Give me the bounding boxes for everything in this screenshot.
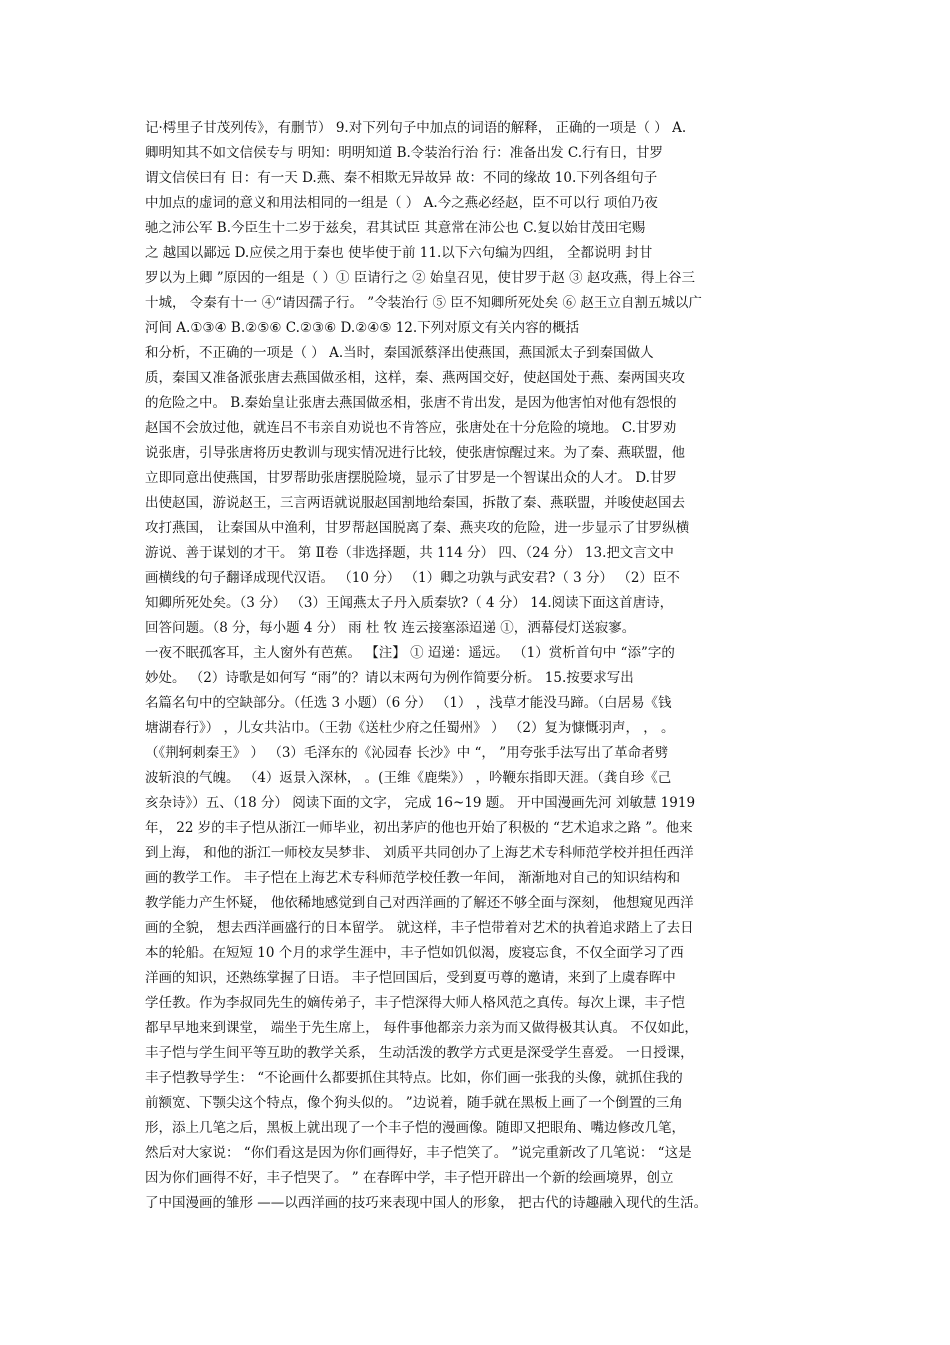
- text-line: 卿明知其不如文信侯专与 明知：明明知道 B.令装治行治 行：准备出发 C.行有日，甘罗: [145, 145, 664, 161]
- text-line: 质，秦国又准备派张唐去燕国做丞相，这样，秦、燕两国交好，使赵国处于燕、秦两国夹攻: [145, 370, 685, 386]
- text-line: 画的教学工作。 丰子恺在上海艺术专科师范学校任教一年间， 渐渐地对自己的知识结构和: [145, 870, 681, 886]
- text-line: 和分析，不正确的一项是（ ） A.当时，秦国派蔡泽出使燕国，燕国派太子到秦国做人: [145, 345, 654, 361]
- text-line: 画的全貌， 想去西洋画盛行的日本留学。 就这样，丰子恺带着对艺术的执着追求踏上了去日: [145, 920, 694, 936]
- text-line: 然后对大家说： “你们看这是因为你们画得好，丰子恺笑了。 ”说完重新改了几笔说： “这是: [145, 1145, 692, 1161]
- text-line: 丰子恺与学生间平等互助的教学关系， 生动活泼的教学方式更是深受学生喜爱。 一日授课，: [145, 1045, 694, 1061]
- text-line: 的危险之中。 B.秦始皇让张唐去燕国做丞相，张唐不肯出发，是因为他害怕对他有怨恨的: [145, 395, 677, 411]
- text-line: 说张唐，引导张唐将历史教训与现实情况进行比较，使张唐惊醒过来。为了秦、燕联盟，他: [145, 445, 685, 461]
- text-line: 波斩浪的气魄。 （4）返景入深林， 。(王维《鹿柴》） ，吟鞭东指即天涯。（龚自珍《己: [145, 770, 672, 786]
- text-line: （《荆轲刺秦王》 ） （3）毛泽东的《沁园春 长沙》中 “， ”用夸张手法写出了革命者劈: [145, 745, 669, 761]
- text-line: 游说、善于谋划的才干。 第 Ⅱ卷（非选择题，共 114 分） 四、（24 分） 13.把文言文中: [145, 545, 674, 561]
- text-line: 立即同意出使燕国，甘罗帮助张唐摆脱险境，显示了甘罗是一个智谋出众的人才。 D.甘罗: [145, 470, 677, 486]
- text-line: 到上海， 和他的浙江一师校友吴梦非、 刘质平共同创办了上海艺术专科师范学校并担任西洋: [145, 845, 694, 861]
- text-line: 本的轮船。在短短 10 个月的求学生涯中，丰子恺如饥似渴，废寝忘食，不仅全面学习了西: [145, 945, 684, 961]
- text-line: 名篇名句中的空缺部分。（任选 3 小题）（6 分） （1） ，浅草才能没马蹄。（白居易《钱: [145, 695, 672, 711]
- text-line: 中加点的虚词的意义和用法相同的一组是（ ） A.今之燕必经赵，臣不可以行 项伯乃夜: [145, 195, 658, 211]
- text-line: 攻打燕国， 让秦国从中渔利，甘罗帮赵国脱离了秦、燕夹攻的危险，进一步显示了甘罗纵横: [145, 520, 690, 536]
- text-line: 亥杂诗》）五、（18 分） 阅读下面的文字， 完成 16~19 题。 开中国漫画先河 刘敏慧 1919: [145, 795, 696, 811]
- text-line: 一夜不眠孤客耳，主人窗外有芭蕉。 【注】 ① 迢递：遥远。 （1）赏析首句中 “添”字的: [145, 645, 675, 661]
- text-line: 因为你们画得不好，丰子恺哭了。 ” 在春晖中学，丰子恺开辟出一个新的绘画境界，创立: [145, 1170, 674, 1186]
- text-line: 驰之沛公军 B.今臣生十二岁于兹矣，君其试臣 其意常在沛公也 C.复以始甘茂田宅赐: [145, 220, 646, 236]
- text-line: 年， 22 岁的丰子恺从浙江一师毕业，初出茅庐的他也开始了积极的 “艺术追求之路 ”。他来: [145, 820, 693, 836]
- text-line: 之 越国以鄙远 D.应侯之用于秦也 使毕使于前 11.以下六句编为四组， 全都说明 封甘: [145, 245, 653, 261]
- text-line: 塘湖春行》） ，儿女共沾巾。（王勃《送杜少府之任蜀州》 ） （2）复为慷慨羽声， ， 。: [145, 720, 675, 736]
- text-line: 记·樗里子甘茂列传》，有删节） 9.对下列句子中加点的词语的解释， 正确的一项是（ ） A.: [145, 120, 687, 136]
- text-line: 谓文信侯曰有 日：有一天 D.燕、秦不相欺无异故异 故：不同的缘故 10.下列各组句子: [145, 170, 658, 186]
- body-text: [145, 116, 810, 1216]
- text-line: 形，添上几笔之后，黑板上就出现了一个丰子恺的漫画像。随即又把眼角、嘴边修改几笔，: [145, 1120, 685, 1136]
- text-line: 了中国漫画的雏形 ——以西洋画的技巧来表现中国人的形象， 把古代的诗趣融入现代的生活。: [145, 1195, 708, 1211]
- text-line: 画横线的句子翻译成现代汉语。 （10 分） （1）卿之功孰与武安君?（ 3 分） （2）臣不: [145, 570, 680, 586]
- text-line: 洋画的知识，还熟练掌握了日语。 丰子恺回国后，受到夏丏尊的邀请，来到了上虞春晖中: [145, 970, 676, 986]
- text-line: 都早早地来到课堂， 端坐于先生席上， 每件事他都亲力亲为而又做得极其认真。 不仅如此，: [145, 1020, 698, 1036]
- text-line: 十城， 令秦有十一 ④“请因孺子行。 ”令装治行 ⑤ 臣不知卿所死处矣 ⑥ 赵王立自割五城以广: [145, 295, 702, 311]
- text-line: 教学能力产生怀疑， 他依稀地感觉到自己对西洋画的了解还不够全面与深刻， 他想窥见西洋: [145, 895, 694, 911]
- text-line: 妙处。 （2）诗歌是如何写 “雨”的？请以末两句为例作简要分析。 15.按要求写出: [145, 670, 634, 686]
- text-line: 丰子恺教导学生： “不论画什么都要抓住其特点。比如，你们画一张我的头像，就抓住我的: [145, 1070, 683, 1086]
- text-line: 知卿所死处矣。（3 分） （3）王闻燕太子丹入质秦欤?（ 4 分） 14.阅读下面这首唐诗，: [145, 595, 674, 611]
- text-line: 赵国不会放过他，就连吕不韦亲自劝说也不肯答应，张唐处在十分危险的境地。 C.甘罗劝: [145, 420, 677, 436]
- text-line: 出使赵国，游说赵王，三言两语就说服赵国割地给秦国，拆散了秦、燕联盟，并唆使赵国去: [145, 495, 685, 511]
- text-line: 河间 A.①③④ B.②⑤⑥ C.②③⑥ D.②④⑤ 12.下列对原文有关内容的概括: [145, 320, 580, 336]
- text-line: 罗以为上卿 ”原因的一组是（ ）① 臣请行之 ② 始皇召见，使甘罗于赵 ③ 赵攻燕，得上谷三: [145, 270, 695, 286]
- text-line: 回答问题。（8 分，每小题 4 分） 雨 杜 牧 连云接塞添迢递 ①，洒幕侵灯送寂寥。: [145, 620, 636, 636]
- text-line: 前额宽、下颚尖这个特点，像个狗头似的。 ”边说着，随手就在黑板上画了一个倒置的三角: [145, 1095, 683, 1111]
- text-line: 学任教。作为李叔同先生的嫡传弟子，丰子恺深得大师人格风范之真传。每次上课，丰子恺: [145, 995, 685, 1011]
